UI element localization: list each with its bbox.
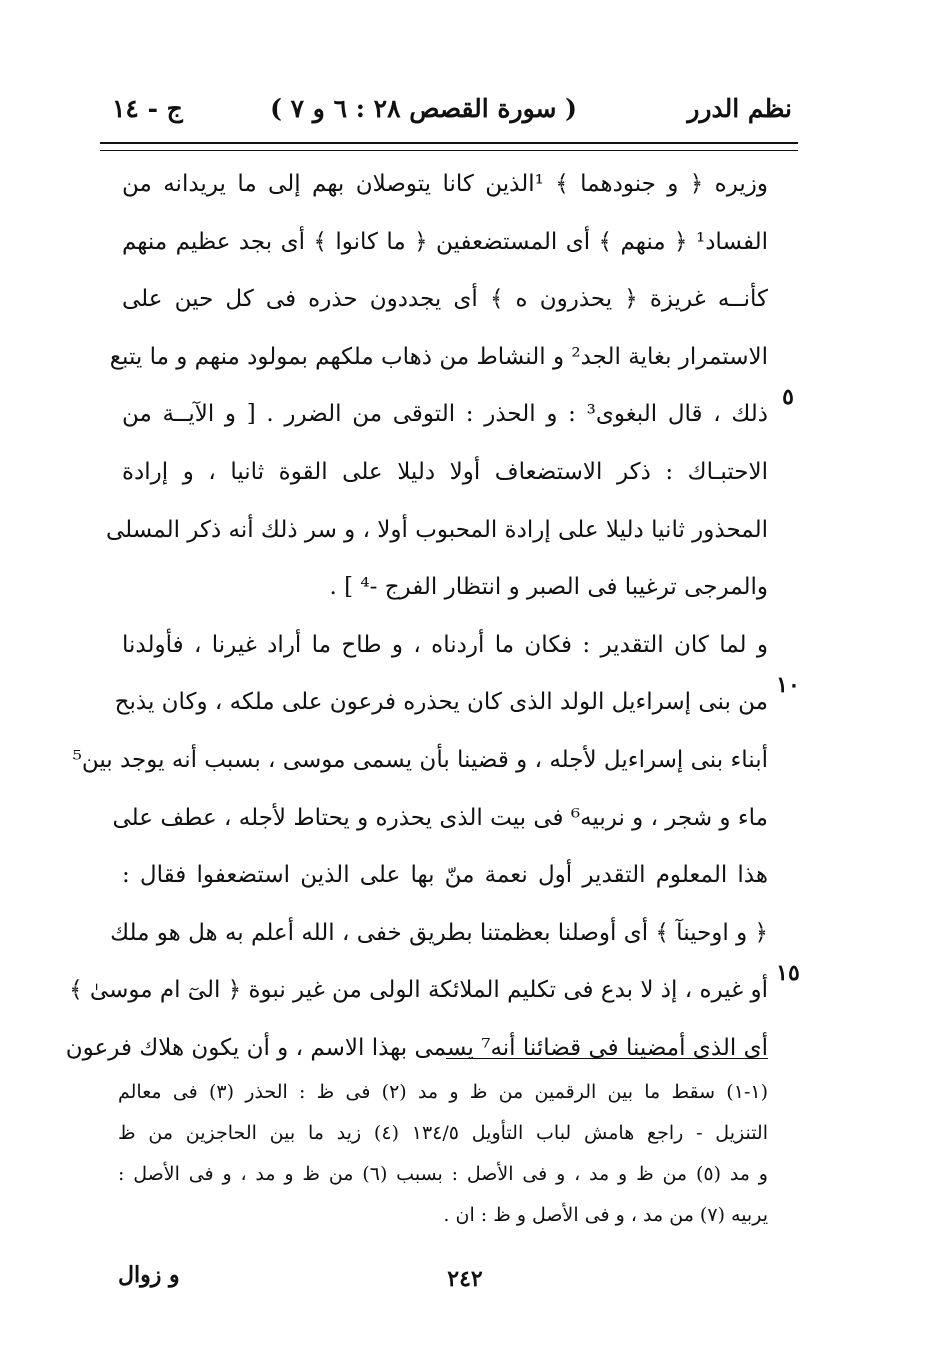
text-line: ﴿ و اوحينآ ﴾ أى أوصلنا بعظمتنا بطريق خفى ، الله أعلم به هل هو ملك <box>110 919 768 946</box>
main-text <box>65 156 769 1078</box>
volume-number: ج - ١٤ <box>112 94 183 123</box>
text-line: والمرجى ترغيبا فى الصبر و انتظار الفرج -⁴ ] . <box>329 574 768 601</box>
text-line: ذلك ، قال البغوى³ : و الحذر : التوقى من الضرر . [ و الآيــة من <box>122 401 768 428</box>
running-header <box>112 84 792 136</box>
book-title: نظم الدرر <box>687 94 792 123</box>
text-line: ماء و شجر ، و نربيه⁶ فى بيت الذى يحذره و يحتاط لأجله ، عطف على <box>112 804 768 831</box>
surah-reference: ( سورة القصص ٢٨ : ٦ و ٧ ) <box>270 94 577 123</box>
footnotes <box>118 1072 768 1236</box>
page-number: ٢٤٢ <box>447 1266 483 1292</box>
footnote-line: و مد (٥) من ظ و مد ، و فى الأصل : بسبب (٦) من ظ و مد ، و فى الأصل : <box>118 1163 768 1185</box>
footnote-line: التنزيل - راجع هامش لباب التأويل ١٣٤/٥ (٤) زيد ما بين الحاجزين من ظ <box>118 1122 768 1144</box>
footnote-separator <box>446 1058 768 1059</box>
footnote-line: (١-١) سقط ما بين الرقمين من ظ و مد (٢) فى ظ : الحذر (٣) فى معالم <box>118 1081 768 1103</box>
text-line: هذا المعلوم التقدير أول نعمة منّ بها على الذين استضعفوا فقال : <box>122 862 768 889</box>
text-line: الفساد¹ ﴿ منهم ﴾ أى المستضعفين ﴿ ما كانوا ﴾ أى بجد عظيم منهم <box>122 228 768 255</box>
text-line: و لما كان التقدير : فكان ما أردناه ، و طاح ما أراد غيرنا ، فأولدنا <box>122 631 768 658</box>
text-line: أى الذى أمضينا فى قضائنا أنه⁷ يسمى بهذا الاسم ، و أن يكون هلاك فرعون <box>65 1034 768 1061</box>
text-line: وزيره ﴿ و جنودهما ﴾ ¹الذين كانا يتوصلان بهم إلى ما يريدانه من <box>122 171 769 197</box>
footnote-line: يربيه (٧) من مد ، و فى الأصل و ظ : ان . <box>443 1204 768 1226</box>
header-rule-thin <box>100 150 798 151</box>
text-line: من بنى إسراءيل الولد الذى كان يحذره فرعون على ملكه ، وكان يذبح <box>114 689 768 716</box>
text-line: الاحتبـاك : ذكر الاستضعاف أولا دليلا على القوة ثانيا ، و إرادة <box>122 458 768 485</box>
text-line: المحذور ثانيا دليلا على إرادة المحبوب أولا ، و سر ذلك أنه ذكر المسلى <box>106 516 768 543</box>
margin-line-number-10: ١٠ <box>776 672 800 698</box>
text-line: كأنــه غريزة ﴿ يحذرون ه ﴾ أى يجددون حذره فى كل حين على <box>122 286 768 313</box>
catchword: و زوال <box>118 1262 180 1288</box>
margin-line-number-15: ١٥ <box>776 960 800 986</box>
margin-line-number-5: ٥ <box>782 384 794 410</box>
text-line: أو غيره ، إذ لا بدع فى تكليم الملائكة الولى من غير نبوة ﴿ الىٓ ام موسىٰ ﴾ <box>69 977 768 1004</box>
text-line: أبناء بنى إسراءيل لأجله ، و قضينا بأن يسمى موسى ، بسبب أنه يوجد بين⁵ <box>72 746 768 773</box>
text-line: الاستمرار بغاية الجد² و النشاط من ذهاب ملكهم بمولود منهم و ما يتبع <box>109 343 768 370</box>
header-rule <box>100 142 798 144</box>
